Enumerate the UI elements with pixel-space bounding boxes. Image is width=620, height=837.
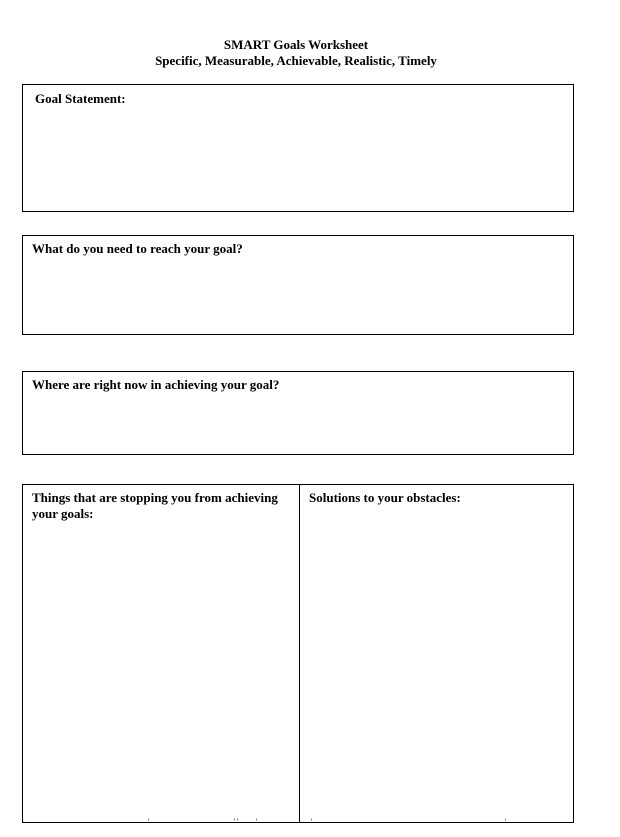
current-status-label: Where are right now in achieving your goal? <box>32 377 280 392</box>
obstacles-label: Things that are stopping you from achieving your goals: <box>32 490 278 521</box>
needs-box[interactable] <box>22 235 574 335</box>
solutions-label: Solutions to your obstacles: <box>309 490 461 505</box>
goal-statement-box[interactable] <box>22 84 574 212</box>
obstacles-cell[interactable] <box>23 485 299 822</box>
worksheet-subtitle: Specific, Measurable, Achievable, Realistic, Timely <box>155 53 437 68</box>
needs-label: What do you need to reach your goal? <box>32 241 243 256</box>
solutions-cell[interactable] <box>300 485 573 822</box>
obstacles-solutions-table <box>22 484 574 823</box>
cut-off-text-line: ʼ ʼʼ ʼ ʼ ʼ <box>147 817 507 827</box>
worksheet-title: SMART Goals Worksheet <box>223 37 369 52</box>
goal-statement-label: Goal Statement: <box>35 91 126 106</box>
current-status-box[interactable] <box>22 371 574 455</box>
